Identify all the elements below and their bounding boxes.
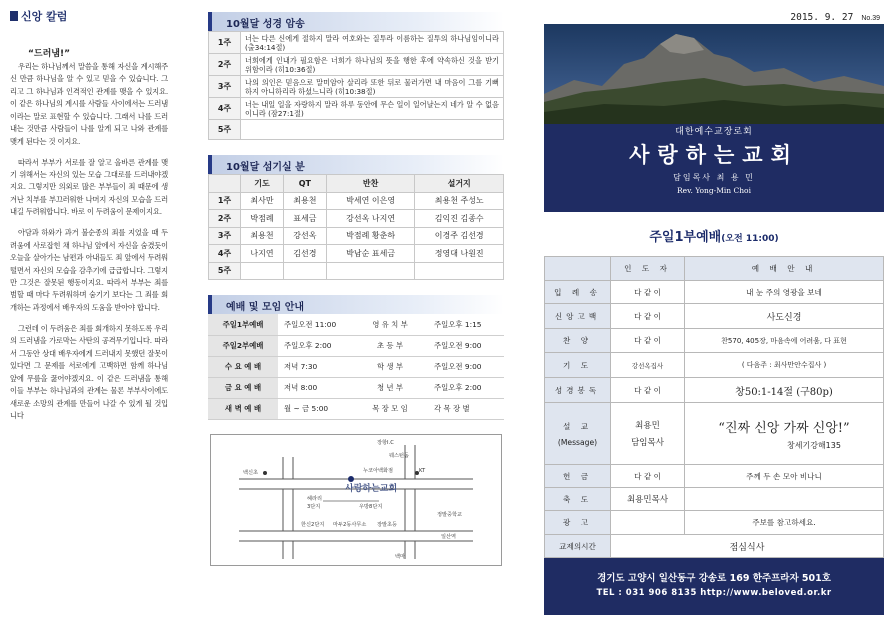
table-cell: 2주 bbox=[209, 210, 241, 228]
column-header: QT bbox=[283, 175, 326, 193]
verse-text bbox=[241, 120, 504, 140]
table-row bbox=[545, 329, 884, 353]
map-label: 한신2단지 bbox=[301, 521, 325, 528]
order-leader-cell bbox=[611, 403, 685, 465]
map-label: 일산역 bbox=[441, 533, 457, 540]
location-map bbox=[210, 434, 502, 566]
church-identity bbox=[544, 124, 884, 195]
meeting-name: 청 년 부 bbox=[352, 377, 428, 398]
order-leader bbox=[611, 511, 685, 535]
column-paragraph: 우리는 하나님께서 말씀을 통해 자신을 계시해주신 만큼 하나님을 알 수 있고 믿을 수 있습니다. 그리고 그 하나님과 인격적인 관계를 맺을 수 있지요. 이 같은 하나님의 계시를 사람들 사이에서는 드러냄이라는 말로 표현할 수 있습니다. 그래서 나를 드러내는 것만큼 사람들이 나를 알게 되고 나와 관계를 맺게 된다는 것 이지요. bbox=[10, 62, 168, 146]
table-row bbox=[209, 32, 504, 54]
verse-text: 나의 의인은 믿음으로 말미암아 살리라 또한 뒤로 물러가면 내 마음이 그를 기뻐하지 아니하리라 하셨느니라 (히10:38절) bbox=[241, 76, 504, 98]
table-row bbox=[208, 314, 504, 335]
table-row bbox=[209, 192, 504, 210]
week-label: 5주 bbox=[209, 120, 241, 140]
order-item: 입 례 송 bbox=[545, 281, 611, 304]
table-cell: 1주 bbox=[209, 192, 241, 210]
map-church-label: 사랑하는교회 bbox=[345, 483, 398, 494]
table-cell: 박세연 이은영 bbox=[326, 192, 415, 210]
duty-table bbox=[208, 174, 504, 280]
table-row bbox=[209, 54, 504, 76]
map-label: 헤라리 bbox=[307, 495, 323, 502]
meetings-section-title: 예배 및 모임 안내 bbox=[208, 295, 504, 314]
meeting-name: 수 요 예 배 bbox=[208, 356, 278, 377]
week-label: 4주 bbox=[209, 98, 241, 120]
bulletin-date: 2015. 9. 27 bbox=[790, 12, 854, 23]
meeting-time: 주일오후 2:00 bbox=[278, 335, 352, 356]
verse-text: 너는 다른 신에게 절하지 말라 여호와는 질투라 이름하는 질투의 하나님임이니라 (출34:14절) bbox=[241, 32, 504, 54]
order-leader: 최용민목사 bbox=[611, 488, 685, 511]
meeting-time: 주일오전 9:00 bbox=[428, 356, 504, 377]
order-of-service bbox=[544, 256, 884, 558]
order-item: 성경봉독 bbox=[545, 378, 611, 403]
meeting-time: 저녁 7:30 bbox=[278, 356, 352, 377]
map-label: 우방8단지 bbox=[359, 503, 383, 510]
meeting-time: 월 ~ 금 5:00 bbox=[278, 398, 352, 419]
meeting-name: 초 등 부 bbox=[352, 335, 428, 356]
map-label: 3단지 bbox=[307, 503, 321, 510]
table-cell: 박점례 bbox=[241, 210, 284, 228]
table-cell bbox=[326, 262, 415, 280]
column-header bbox=[209, 175, 241, 193]
table-row bbox=[209, 76, 504, 98]
pastor-name-english: Rev. Yong-Min Choi bbox=[677, 186, 751, 195]
order-content: 사도신경 bbox=[685, 304, 884, 329]
meeting-time: 주일오후 1:15 bbox=[428, 314, 504, 335]
meeting-name: 영 유 치 부 bbox=[352, 314, 428, 335]
order-content bbox=[685, 488, 884, 511]
map-label: KT bbox=[419, 467, 426, 474]
table-row bbox=[545, 353, 884, 378]
order-content: 주께 두 손 모아 비나니 bbox=[685, 465, 884, 488]
column-paragraph: 따라서 부부가 서로를 잘 알고 올바른 관계를 맺기 위해서는 자신의 있는 모습 그대로를 드러내야겠지요. 그렇지만 의외로 많은 부부들이 죄 때문에 생겨난 치부를 부끄러워한 나머지 자신의 모습을 드러내길 두려워합니다. 바로 이 두려움이 문제이지요. bbox=[10, 157, 168, 217]
order-item-cell bbox=[545, 403, 611, 465]
map-label: 장항I.C bbox=[377, 439, 394, 446]
table-row bbox=[545, 281, 884, 304]
table-row bbox=[208, 335, 504, 356]
table-cell: 정영대 나원진 bbox=[415, 245, 504, 263]
map-roads bbox=[211, 435, 502, 566]
column-body bbox=[10, 61, 168, 422]
table-cell: 5주 bbox=[209, 262, 241, 280]
column-header: 인 도 자 bbox=[611, 257, 685, 281]
table-row bbox=[208, 356, 504, 377]
map-label: 백마 bbox=[395, 553, 406, 560]
table-row bbox=[208, 398, 504, 419]
table-cell: 박점례 황춘하 bbox=[326, 227, 415, 245]
map-label: 정발중학교 bbox=[437, 511, 463, 518]
church-name: 사랑하는교회 bbox=[629, 143, 799, 167]
order-item: 광 고 bbox=[545, 511, 611, 535]
table-cell: 최용천 bbox=[241, 227, 284, 245]
order-item: 신앙고백 bbox=[545, 304, 611, 329]
meetings-table bbox=[208, 314, 504, 420]
bulletin-date-line bbox=[790, 12, 880, 23]
week-label: 3주 bbox=[209, 76, 241, 98]
column-paragraph: 그런데 이 두려움은 죄를 회개하지 못하도록 우리의 드러냄을 가로막는 사탄의 공격무기입니다. 따라서 그동안 상대 배우자에게 드러내지 못했던 잘못이 있다면 그 문제를 서로에게 고백하면 함께 하나님 앞에 무릎을 꿇어야겠지요. 이 같은 드러냄을 통해 이들 부부는 하나님과의 관계는 물론 부부사이에도 새로운 소망의 관계를 만들어 나갈 수 있게 될 것입니다 bbox=[10, 323, 168, 420]
table-cell bbox=[415, 262, 504, 280]
table-row bbox=[545, 403, 884, 465]
order-content-cell bbox=[685, 403, 884, 465]
map-label: 장발초등 bbox=[377, 521, 398, 528]
week-label: 1주 bbox=[209, 32, 241, 54]
column-header bbox=[10, 8, 168, 24]
table-cell: 표세금 bbox=[283, 210, 326, 228]
corner-cell bbox=[545, 257, 611, 281]
table-cell bbox=[241, 262, 284, 280]
table-row bbox=[545, 535, 884, 558]
table-row bbox=[209, 227, 504, 245]
order-leader: 다 같 이 bbox=[611, 329, 685, 353]
verse-table bbox=[208, 31, 504, 140]
verse-text: 너는 내일 일을 자랑하지 말라 하루 동안에 무슨 일이 일어날는지 네가 알 수 없음이니라 (잠27:1절) bbox=[241, 98, 504, 120]
order-table bbox=[544, 256, 884, 558]
verse-section-title: 10월달 성경 암송 bbox=[208, 12, 504, 31]
map-label: 마두2동사무소 bbox=[333, 521, 367, 528]
table-header-row bbox=[209, 175, 504, 193]
order-leader: 다 같 이 bbox=[611, 378, 685, 403]
table-row bbox=[545, 465, 884, 488]
order-leader-sub: 담임목사 bbox=[631, 438, 664, 448]
order-item-sub: (Message) bbox=[557, 437, 598, 447]
faith-column bbox=[10, 8, 168, 431]
church-footer bbox=[544, 558, 884, 615]
meeting-name: 주일2부예배 bbox=[208, 335, 278, 356]
order-content: 창50:1-14절 (구80p) bbox=[685, 378, 884, 403]
table-cell: 최용천 bbox=[283, 192, 326, 210]
pastor-name: 담임목사 최 용 민 bbox=[673, 173, 755, 182]
meeting-name: 목 장 모 임 bbox=[352, 398, 428, 419]
table-row bbox=[545, 304, 884, 329]
order-item: 헌 금 bbox=[545, 465, 611, 488]
order-content: 점심식사 bbox=[611, 535, 884, 558]
order-item: 찬 양 bbox=[545, 329, 611, 353]
order-leader: 강선옥집사 bbox=[611, 353, 685, 378]
meeting-name: 학 생 부 bbox=[352, 356, 428, 377]
column-title: “드러냄!” bbox=[28, 49, 71, 59]
order-content: 찬570, 405장, 마음속에 어려움, 다 표현 bbox=[685, 329, 884, 353]
order-content: 내 눈 주의 영광을 보네 bbox=[685, 281, 884, 304]
column-paragraph: 아담과 하와가 과거 불순종의 죄를 지었을 때 두려움에 사로잡힌 채 하나님 앞에서 자신을 숨겼듯이 오늘을 살아가는 남편과 아내들도 죄 앞에서 두려워 떨면서 자신의 모습을 감추기에 급급합니다. 그렇지만 그것은 잘못된 행동이지요. 따라서 부부는 죄를 범할 때 마다 두려워하며 숨기기 보다는 그 죄를 회개하는 과정에서 배우자의 도움을 받아야 합니다. bbox=[10, 228, 168, 312]
table-cell: 이경주 김선경 bbox=[415, 227, 504, 245]
table-row bbox=[208, 377, 504, 398]
map-marker-icon bbox=[263, 471, 267, 475]
table-row bbox=[545, 378, 884, 403]
meeting-time: 주일오후 2:00 bbox=[428, 377, 504, 398]
column-header: 기도 bbox=[241, 175, 284, 193]
map-label: 웨스턴돔 bbox=[389, 452, 410, 459]
table-cell: 강선옥 나지연 bbox=[326, 210, 415, 228]
order-leader: 최용민 bbox=[635, 421, 660, 431]
service-time: (오전 11:00) bbox=[721, 234, 779, 244]
map-label: 백신초 bbox=[243, 469, 259, 476]
table-cell: 강선옥 bbox=[283, 227, 326, 245]
table-cell: 4주 bbox=[209, 245, 241, 263]
service-title bbox=[544, 226, 884, 245]
section-marker-icon bbox=[10, 11, 18, 21]
table-row bbox=[209, 98, 504, 120]
meeting-name: 금 요 예 배 bbox=[208, 377, 278, 398]
order-leader: 다 같 이 bbox=[611, 304, 685, 329]
column-header-text: 신앙 칼럼 bbox=[21, 10, 68, 23]
order-content: 주보를 참고하세요. bbox=[685, 511, 884, 535]
meeting-time: 주일오전 9:00 bbox=[428, 335, 504, 356]
table-row bbox=[545, 488, 884, 511]
meeting-time: 저녁 8:00 bbox=[278, 377, 352, 398]
sermon-title: “진짜 신앙 가짜 신앙!” bbox=[718, 420, 850, 436]
order-item: 설 교 bbox=[562, 421, 593, 431]
table-cell: 나지연 bbox=[241, 245, 284, 263]
table-cell bbox=[283, 262, 326, 280]
info-column bbox=[208, 12, 504, 566]
table-row bbox=[209, 245, 504, 263]
column-header: 설거지 bbox=[415, 175, 504, 193]
table-cell: 김익진 김종수 bbox=[415, 210, 504, 228]
table-row bbox=[209, 262, 504, 280]
table-row bbox=[545, 511, 884, 535]
church-address: 경기도 고양시 일산동구 강송로 169 한주프라자 501호 bbox=[597, 573, 831, 584]
table-cell: 박남순 표세금 bbox=[326, 245, 415, 263]
church-contact: TEL : 031 906 8135 http://www.beloved.or.kr bbox=[596, 588, 832, 598]
map-label: 누코아백화점 bbox=[363, 467, 394, 474]
week-label: 2주 bbox=[209, 54, 241, 76]
order-item: 교제의시간 bbox=[545, 535, 611, 558]
order-item: 축 도 bbox=[545, 488, 611, 511]
column-header: 반찬 bbox=[326, 175, 415, 193]
table-row bbox=[209, 120, 504, 140]
table-header-row bbox=[545, 257, 884, 281]
order-content: ( 다음주 : 최사만안수집사 ) bbox=[685, 353, 884, 378]
column-header: 예 배 안 내 bbox=[685, 257, 884, 281]
meeting-time: 각 목 장 별 bbox=[428, 398, 504, 419]
bulletin-number: No.39 bbox=[861, 15, 880, 22]
table-cell: 김선경 bbox=[283, 245, 326, 263]
table-cell: 3주 bbox=[209, 227, 241, 245]
verse-text: 너희에게 인내가 필요함은 너희가 하나님의 뜻을 행한 후에 약속하신 것을 받기 위함이라 (히10:36절) bbox=[241, 54, 504, 76]
meeting-name: 주일1부예배 bbox=[208, 314, 278, 335]
church-banner bbox=[544, 24, 884, 212]
denomination: 대한예수교장로회 bbox=[675, 127, 753, 137]
duty-section-title: 10월달 섬기실 분 bbox=[208, 155, 504, 174]
table-cell: 최용천 주성노 bbox=[415, 192, 504, 210]
meeting-name: 새 벽 예 배 bbox=[208, 398, 278, 419]
table-row bbox=[209, 210, 504, 228]
order-leader: 다 같 이 bbox=[611, 281, 685, 304]
sermon-series: 창세기강해135 bbox=[787, 440, 841, 450]
order-leader: 다 같 이 bbox=[611, 465, 685, 488]
meeting-time: 주일오전 11:00 bbox=[278, 314, 352, 335]
service-name: 주일1부예배 bbox=[649, 230, 722, 245]
table-cell: 최사만 bbox=[241, 192, 284, 210]
order-item: 기 도 bbox=[545, 353, 611, 378]
